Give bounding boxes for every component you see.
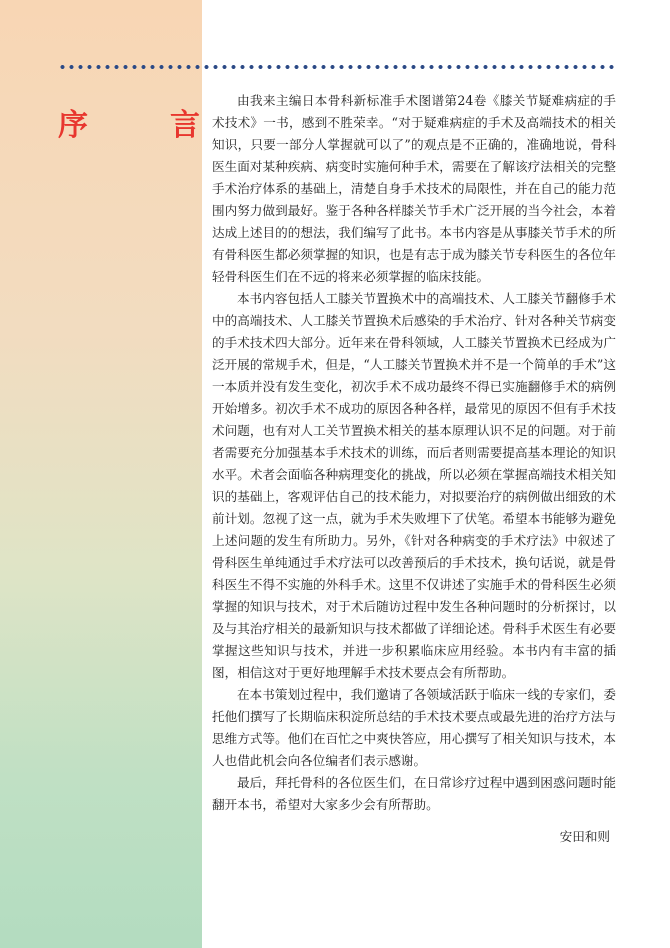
page-title: 序 言 <box>58 108 226 143</box>
dotted-divider <box>58 64 616 70</box>
paragraph: 本书内容包括人工膝关节置换术中的高端技术、人工膝关节翻修手术中的高端技术、人工膝关节置换术后感染的手术治疗、针对各种关节病变的手术技术四大部分。近年来在骨科领域，人工膝关节置换术已经成为广泛开展的常规手术，但是，“人工膝关节置换术并不是一个简单的手术”这一本质并没有发生变化，初次手术不成功最终不得已实施翻修手术的病例开始增多。初次手术不成功的原因各种各样，最常见的原因不但有手术技术问题，也有对人工关节置换术相关的基本原理认识不足的问题。对于前者需要充分加强基本手术技术的训练，而后者则需要提高基本理论的知识水平。术者会面临各种病理变化的挑战，所以必须在掌握高端技术相关知识的基础上，客观评估自己的技术能力，对拟要治疗的病例做出细致的术前计划。忽视了这一点，就为手术失败埋下了伏笔。希望本书能够为避免上述问题的发生有所助力。另外，《针对各种病变的手术疗法》中叙述了骨科医生单纯通过手术疗法可以改善预后的手术技术，换句话说，就是骨科医生不得不实施的外科手术。这里不仅讲述了实施手术的骨科医生必须掌握的知识与技术，对于术后随访过程中发生各种问题时的分析探讨，以及与其治疗相关的最新知识与技术都做了详细论述。骨科手术医生有必要掌握这些知识与技术，并进一步积累临床应用经验。本书内有丰富的插图，相信这对于更好地理解手术技术要点会有所帮助。 <box>212 291 616 680</box>
paragraph: 由我来主编日本骨科新标准手术图谱第24卷《膝关节疑难病症的手术技术》一书，感到不胜荣幸。“对于疑难病症的手术及高端技术的相关知识，只要一部分人掌握就可以了”的观点是不正确的，准确地说，骨科医生面对某种疾病、病变时实施何种手术，需要在了解该疗法相关的完整手术治疗体系的基础上，清楚自身手术技术的局限性，并在自己的能力范围内努力做到最好。鉴于各种各样膝关节手术广泛开展的当今社会，本着达成上述目的的想法，我们编写了此书。本书内容是从事膝关节手术的所有骨科医生都必须掌握的知识，也是有志于成为膝关节专科医生的各位年轻骨科医生们在不远的将来必须掌握的临床技能。 <box>212 93 616 284</box>
paragraph: 最后，拜托骨科的各位医生们，在日常诊疗过程中遇到困惑问题时能翻开本书，希望对大家多少会有所帮助。 <box>212 775 616 812</box>
preface-body <box>212 90 616 816</box>
paragraph: 在本书策划过程中，我们邀请了各领域活跃于临床一线的专家们，委托他们撰写了长期临床积淀所总结的手术技术要点或最先进的治疗方法与思维方式等。他们在百忙之中爽快答应，用心撰写了相关知识与技术，本人也借此机会向各位编者们表示感谢。 <box>212 687 616 768</box>
author-signature: 安田和则 <box>559 829 610 844</box>
